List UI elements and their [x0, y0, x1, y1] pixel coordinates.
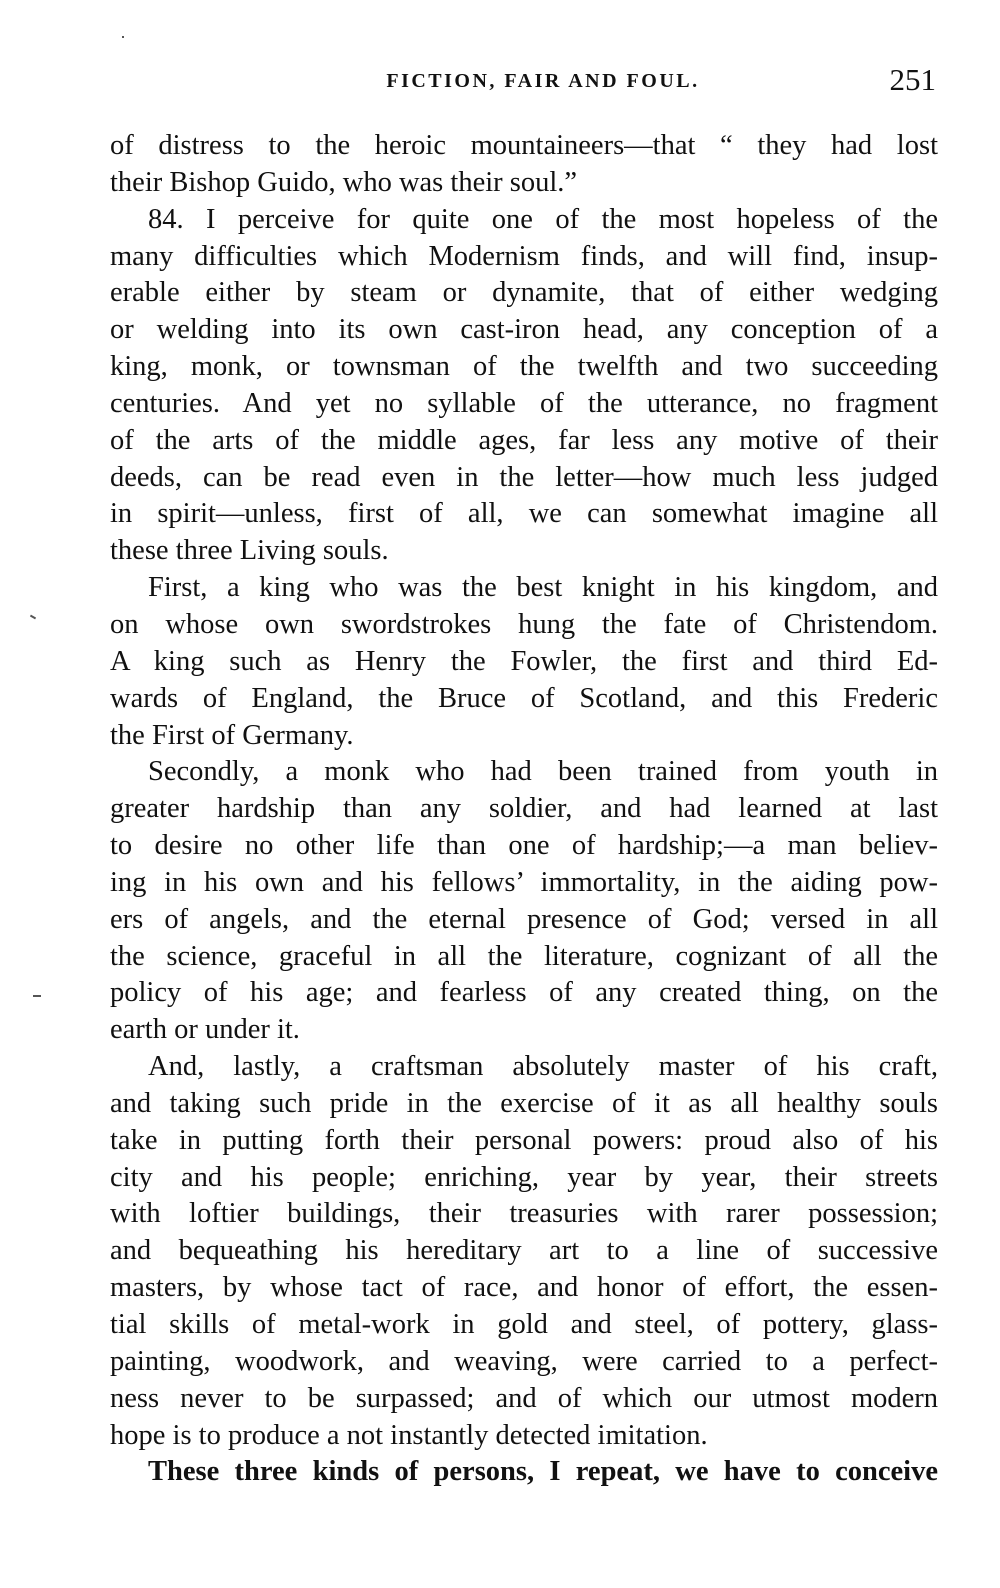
- text-line: hope is to produce a not instantly detected imitation.: [110, 1419, 708, 1451]
- text-line: or welding into its own cast-iron head, any conception of a: [110, 314, 938, 346]
- text-line: These three kinds of persons, I repeat, we have to conceive: [148, 1456, 938, 1488]
- body-text: [110, 128, 938, 1491]
- text-line: these three Living souls.: [110, 535, 389, 567]
- text-line: their Bishop Guido, who was their soul.”: [110, 166, 578, 198]
- text-line: deeds, can be read even in the letter—how much less judged: [110, 461, 938, 493]
- text-line: to desire no other life than one of hardship;—a man believ-: [110, 830, 938, 862]
- text-line: take in putting forth their personal powers: proud also of his: [110, 1124, 938, 1156]
- text-line: painting, woodwork, and weaving, were carried to a perfect-: [110, 1345, 938, 1377]
- running-head: [110, 62, 936, 102]
- text-line: earth or under it.: [110, 1014, 300, 1046]
- margin-speck: [33, 995, 41, 997]
- text-line: ing in his own and his fellows’ immortality, in the aiding pow-: [110, 866, 938, 898]
- text-line: with loftier buildings, their treasuries with rarer possession;: [110, 1198, 938, 1230]
- text-line: ness never to be surpassed; and of which our utmost modern: [110, 1382, 938, 1414]
- text-line: masters, by whose tact of race, and honor of effort, the essen-: [110, 1272, 938, 1304]
- text-line: the First of Germany.: [110, 719, 354, 751]
- margin-speck: [30, 615, 36, 620]
- text-line: in spirit—unless, first of all, we can somewhat imagine all: [110, 498, 938, 530]
- text-line: the science, graceful in all the literature, cognizant of all the: [110, 940, 938, 972]
- text-line: on whose own swordstrokes hung the fate of Christendom.: [110, 608, 938, 640]
- text-line: and bequeathing his hereditary art to a line of successive: [110, 1235, 938, 1267]
- margin-speck: [122, 36, 124, 38]
- text-line: policy of his age; and fearless of any created thing, on the: [110, 977, 938, 1009]
- text-line: greater hardship than any soldier, and had learned at last: [110, 793, 938, 825]
- text-line: wards of England, the Bruce of Scotland, and this Frederic: [110, 682, 938, 714]
- text-line: king, monk, or townsman of the twelfth and two succeeding: [110, 351, 938, 383]
- text-line: And, lastly, a craftsman absolutely master of his craft,: [148, 1051, 938, 1083]
- text-line: centuries. And yet no syllable of the utterance, no fragment: [110, 387, 938, 419]
- text-line: First, a king who was the best knight in his kingdom, and: [148, 572, 938, 604]
- text-line: of the arts of the middle ages, far less any motive of their: [110, 424, 938, 456]
- text-line: city and his people; enriching, year by year, their streets: [110, 1161, 938, 1193]
- text-line: 84. I perceive for quite one of the most hopeless of the: [148, 203, 938, 235]
- text-line: Secondly, a monk who had been trained from youth in: [148, 756, 938, 788]
- page-number: 251: [889, 62, 936, 97]
- running-title: FICTION, FAIR AND FOUL.: [386, 70, 700, 92]
- text-line: and taking such pride in the exercise of it as all healthy souls: [110, 1087, 938, 1119]
- text-line: ers of angels, and the eternal presence of God; versed in all: [110, 903, 938, 935]
- text-line: A king such as Henry the Fowler, the first and third Ed-: [110, 645, 938, 677]
- text-line: tial skills of metal-work in gold and steel, of pottery, glass-: [110, 1309, 938, 1340]
- text-line: erable either by steam or dynamite, that of either wedging: [110, 277, 938, 309]
- text-line: many difficulties which Modernism finds, and will find, insup-: [110, 240, 938, 272]
- text-line: of distress to the heroic mountaineers—that “ they had lost: [110, 130, 938, 161]
